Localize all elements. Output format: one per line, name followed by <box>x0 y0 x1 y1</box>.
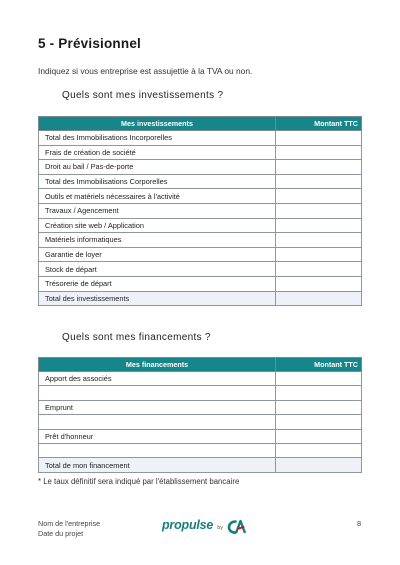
row-label: Matériels informatiques <box>39 233 276 248</box>
row-label: Trésorerie de départ <box>39 276 276 291</box>
footer-project-info <box>38 519 100 538</box>
row-label: Outils et matériels nécessaires à l'activité <box>39 189 276 204</box>
investments-header-row <box>39 117 362 131</box>
amount-cell[interactable] <box>276 174 362 189</box>
table-row <box>39 415 362 429</box>
financing-heading: Quels sont mes financements ? <box>62 332 211 343</box>
investments-header-amount: Montant TTC <box>276 117 362 131</box>
table-row <box>39 131 362 146</box>
table-row <box>39 400 362 414</box>
table-row <box>39 233 362 248</box>
row-label: Travaux / Agencement <box>39 203 276 218</box>
amount-cell[interactable] <box>276 386 362 400</box>
logo-wordmark: propulse <box>162 518 214 532</box>
amount-cell[interactable] <box>276 160 362 175</box>
row-label: Prêt d'honneur <box>39 429 276 443</box>
total-amount-cell[interactable] <box>276 291 362 306</box>
row-label: Création site web / Application <box>39 218 276 233</box>
row-label: Frais de création de société <box>39 145 276 160</box>
financing-header-amount: Montant TTC <box>276 358 362 372</box>
amount-cell[interactable] <box>276 218 362 233</box>
intro-text: Indiquez si vous entreprise est assujettie à la TVA ou non. <box>38 66 253 76</box>
amount-cell[interactable] <box>276 262 362 277</box>
table-row <box>39 218 362 233</box>
row-label[interactable] <box>39 415 276 429</box>
table-row <box>39 160 362 175</box>
amount-cell[interactable] <box>276 429 362 443</box>
table-row <box>39 262 362 277</box>
amount-cell[interactable] <box>276 276 362 291</box>
row-label[interactable] <box>39 443 276 457</box>
footnote: * Le taux définitif sera indiqué par l'établissement bancaire <box>38 477 240 486</box>
table-row <box>39 276 362 291</box>
investments-total-row <box>39 291 362 306</box>
table-row <box>39 429 362 443</box>
page-title: 5 - Prévisionnel <box>38 36 141 51</box>
amount-cell[interactable] <box>276 189 362 204</box>
row-label: Total des Immobilisations Incorporelles <box>39 131 276 146</box>
row-label: Droit au bail / Pas-de-porte <box>39 160 276 175</box>
credit-agricole-logo-icon <box>227 519 247 535</box>
propulse-logo <box>162 518 247 536</box>
logo-by-text: by <box>217 525 223 531</box>
table-row <box>39 174 362 189</box>
financing-header-row <box>39 358 362 372</box>
row-label: Total des Immobilisations Corporelles <box>39 174 276 189</box>
amount-cell[interactable] <box>276 131 362 146</box>
table-row <box>39 386 362 400</box>
row-label: Apport des associés <box>39 372 276 386</box>
investments-table <box>38 116 362 306</box>
amount-cell[interactable] <box>276 145 362 160</box>
amount-cell[interactable] <box>276 203 362 218</box>
amount-cell[interactable] <box>276 415 362 429</box>
company-name-label: Nom de l'entreprise <box>38 519 101 528</box>
page-number: 8 <box>357 519 362 528</box>
row-label[interactable] <box>39 386 276 400</box>
table-row <box>39 372 362 386</box>
financing-table <box>38 357 362 473</box>
investments-header-label: Mes investissements <box>39 117 276 131</box>
table-row <box>39 203 362 218</box>
row-label: Stock de départ <box>39 262 276 277</box>
amount-cell[interactable] <box>276 372 362 386</box>
financing-header-label: Mes financements <box>39 358 276 372</box>
amount-cell[interactable] <box>276 400 362 414</box>
total-label: Total des investissements <box>39 291 276 306</box>
total-label: Total de mon financement <box>39 458 276 472</box>
amount-cell[interactable] <box>276 247 362 262</box>
table-row <box>39 189 362 204</box>
row-label: Garantie de loyer <box>39 247 276 262</box>
table-row <box>39 443 362 457</box>
total-amount-cell[interactable] <box>276 458 362 472</box>
amount-cell[interactable] <box>276 233 362 248</box>
financing-total-row <box>39 458 362 472</box>
row-label: Emprunt <box>39 400 276 414</box>
table-row <box>39 247 362 262</box>
project-date-label: Date du projet <box>38 528 84 538</box>
table-row <box>39 145 362 160</box>
amount-cell[interactable] <box>276 443 362 457</box>
investments-heading: Quels sont mes investissements ? <box>62 90 224 101</box>
